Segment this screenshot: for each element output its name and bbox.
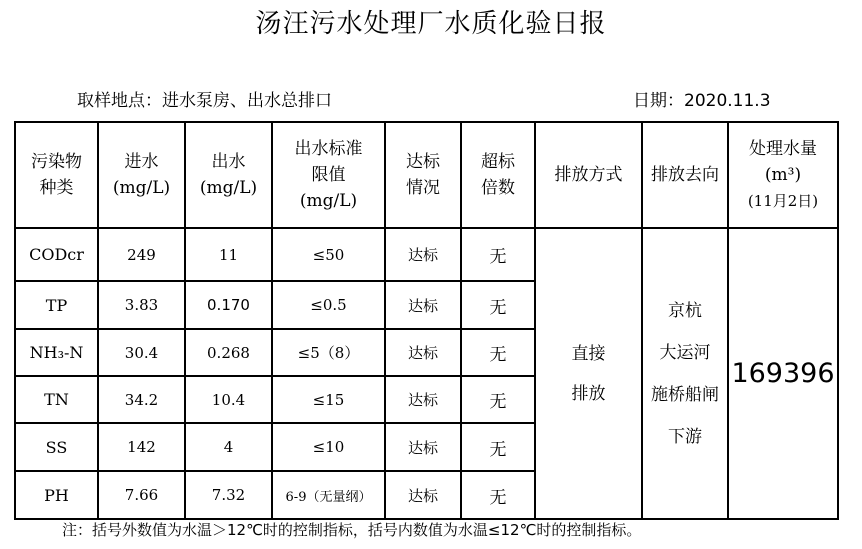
outflow-cell: 4	[185, 423, 272, 471]
header-inflow: 进水 (mg/L)	[98, 122, 185, 228]
header-pollutant: 污染物 种类	[15, 122, 98, 228]
footnote: 注：括号外数值为水温＞12℃时的控制指标，括号内数值为水温≤12℃时的控制指标。	[62, 521, 642, 539]
status-cell: 达标	[385, 423, 461, 471]
limit-cell: 6-9（无量纲）	[272, 471, 385, 519]
status-cell: 达标	[385, 281, 461, 329]
discharge-method-cell: 直接 排放	[535, 228, 642, 519]
header-compliance: 达标 情况	[385, 122, 461, 228]
pollutant-cell: TP	[15, 281, 98, 329]
status-cell: 达标	[385, 471, 461, 519]
status-cell: 达标	[385, 329, 461, 376]
header-row	[15, 122, 838, 228]
exceed-cell: 无	[461, 281, 535, 329]
report-title: 汤汪污水处理厂水质化验日报	[255, 9, 607, 39]
inflow-cell: 30.4	[98, 329, 185, 376]
exceed-cell: 无	[461, 471, 535, 519]
exceed-cell: 无	[461, 329, 535, 376]
inflow-cell: 249	[98, 228, 185, 281]
header-volume: 处理水量 (m³) (11月2日)	[728, 122, 838, 228]
inflow-cell: 3.83	[98, 281, 185, 329]
inflow-cell: 142	[98, 423, 185, 471]
discharge-destination-cell: 京杭 大运河 施桥船闸 下游	[642, 228, 728, 519]
limit-cell: ≤10	[272, 423, 385, 471]
outflow-cell: 7.32	[185, 471, 272, 519]
header-exceed: 超标 倍数	[461, 122, 535, 228]
limit-cell: ≤5（8）	[272, 329, 385, 376]
exceed-cell: 无	[461, 228, 535, 281]
exceed-cell: 无	[461, 423, 535, 471]
outflow-cell: 11	[185, 228, 272, 281]
sampling-location: 取样地点：进水泵房、出水总排口	[77, 91, 332, 111]
inflow-cell: 7.66	[98, 471, 185, 519]
water-quality-table	[14, 121, 839, 520]
report-date: 日期：2020.11.3	[633, 91, 771, 111]
pollutant-cell: PH	[15, 471, 98, 519]
outflow-cell: 10.4	[185, 376, 272, 423]
pollutant-cell: NH₃-N	[15, 329, 98, 376]
table-row	[15, 228, 838, 281]
header-outflow: 出水 (mg/L)	[185, 122, 272, 228]
exceed-cell: 无	[461, 376, 535, 423]
pollutant-cell: SS	[15, 423, 98, 471]
header-discharge-method: 排放方式	[535, 122, 642, 228]
status-cell: 达标	[385, 376, 461, 423]
header-discharge-destination: 排放去向	[642, 122, 728, 228]
volume-cell: 169396	[728, 228, 838, 519]
pollutant-cell: TN	[15, 376, 98, 423]
outflow-cell: 0.170	[185, 281, 272, 329]
outflow-cell: 0.268	[185, 329, 272, 376]
pollutant-cell: CODcr	[15, 228, 98, 281]
inflow-cell: 34.2	[98, 376, 185, 423]
header-limit: 出水标准 限值 (mg/L)	[272, 122, 385, 228]
limit-cell: ≤15	[272, 376, 385, 423]
limit-cell: ≤50	[272, 228, 385, 281]
limit-cell: ≤0.5	[272, 281, 385, 329]
status-cell: 达标	[385, 228, 461, 281]
